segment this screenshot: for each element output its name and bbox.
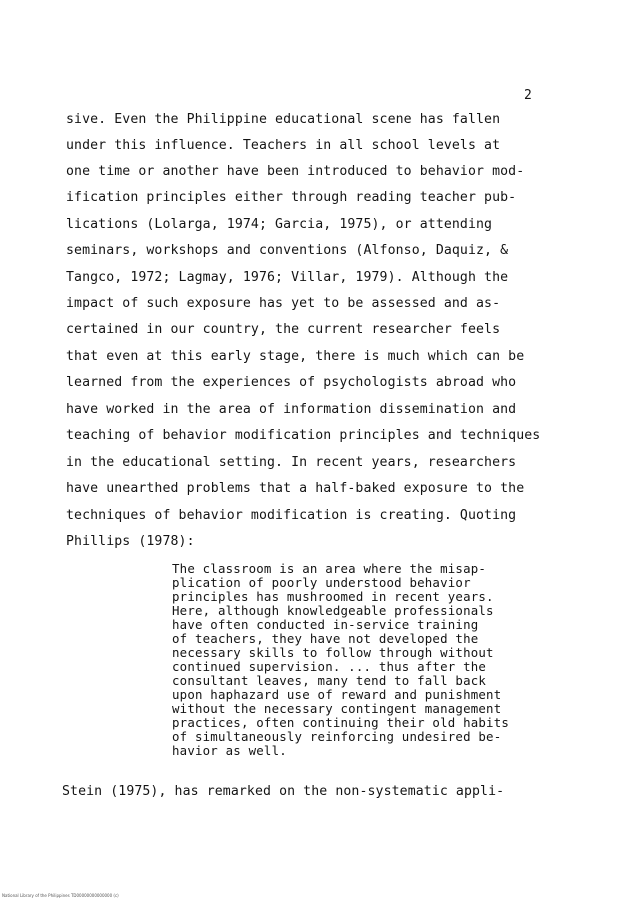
quote-line: havior as well. bbox=[172, 743, 287, 758]
paragraph-line: lications (Lolarga, 1974; Garcia, 1975), or attending bbox=[66, 217, 493, 232]
quote-line: of teachers, they have not developed the bbox=[172, 631, 479, 646]
paragraph-line: one time or another have been introduced to behavior mod- bbox=[66, 164, 525, 179]
quote-line: continued supervision. ... thus after the bbox=[172, 659, 487, 674]
quote-line: principles has mushroomed in recent years. bbox=[172, 589, 494, 604]
paragraph-line: seminars, workshops and conventions (Alfonso, Daquiz, & bbox=[66, 243, 509, 258]
quote-line: plication of poorly understood behavior bbox=[172, 575, 471, 590]
paragraph-line: sive. Even the Philippine educational scene has fallen bbox=[66, 112, 501, 127]
paragraph-line: that even at this early stage, there is much which can be bbox=[66, 349, 525, 364]
quote-line: upon haphazard use of reward and punishment bbox=[172, 687, 502, 702]
closing-line: Stein (1975), has remarked on the non-systematic appli- bbox=[62, 784, 505, 799]
paragraph-line: Tangco, 1972; Lagmay, 1976; Villar, 1979). Although the bbox=[66, 270, 509, 285]
quote-line: necessary skills to follow through without bbox=[172, 645, 494, 660]
paragraph-line: have worked in the area of information dissemination and bbox=[66, 402, 517, 417]
archive-footer: National Library of the Philippines TD00000000000000 (c) bbox=[2, 893, 119, 898]
quote-line: Here, although knowledgeable professionals bbox=[172, 603, 494, 618]
paragraph-line: in the educational setting. In recent years, researchers bbox=[66, 455, 517, 470]
quote-line: without the necessary contingent management bbox=[172, 701, 502, 716]
paragraph-line: have unearthed problems that a half-baked exposure to the bbox=[66, 481, 525, 496]
paragraph-line: impact of such exposure has yet to be assessed and as- bbox=[66, 296, 501, 311]
paragraph-line: certained in our country, the current researcher feels bbox=[66, 322, 501, 337]
paragraph-line: teaching of behavior modification principles and techniques bbox=[66, 428, 541, 443]
quote-line: of simultaneously reinforcing undesired be- bbox=[172, 729, 502, 744]
quote-line: consultant leaves, many tend to fall back bbox=[172, 673, 487, 688]
quote-line: practices, often continuing their old habits bbox=[172, 715, 510, 730]
quote-line: have often conducted in-service training bbox=[172, 617, 479, 632]
paragraph-line: under this influence. Teachers in all school levels at bbox=[66, 138, 501, 153]
page-number: 2 bbox=[524, 88, 532, 103]
quote-line: The classroom is an area where the misap- bbox=[172, 561, 487, 576]
paragraph-line: learned from the experiences of psychologists abroad who bbox=[66, 375, 517, 390]
paragraph-line: techniques of behavior modification is creating. Quoting bbox=[66, 508, 517, 523]
paragraph-line: ification principles either through reading teacher pub- bbox=[66, 190, 517, 205]
paragraph-line: Phillips (1978): bbox=[66, 534, 195, 549]
